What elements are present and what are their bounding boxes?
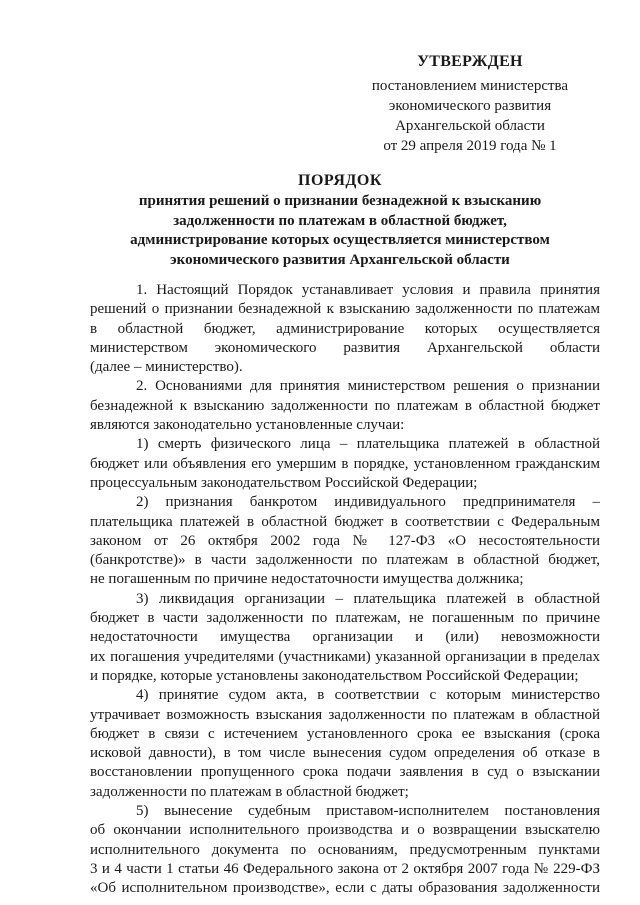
approval-line: экономического развития — [388, 98, 552, 114]
approval-line: Архангельской области — [395, 118, 545, 134]
body-line: решений о признании безнадежной к взысканию задолженности по платежам — [90, 301, 600, 318]
body-line: бюджет в связи с истечением установленного срока ее взыскания (срока — [90, 725, 600, 742]
approval-title: УТВЕРЖДЕН — [417, 53, 523, 70]
body-line: 3 и 4 части 1 статьи 46 Федерального закона от 2 октября 2007 года № 229-ФЗ — [90, 860, 600, 877]
body-line: не погашенным по причине недостаточности имущества должника; — [90, 571, 524, 588]
body-line: исковой давности), в том числе вынесения судом определения об отказе в — [90, 745, 600, 762]
body-line: недостаточности имущества организации и (или) невозможности — [90, 629, 600, 646]
body-line: 2. Основаниями для принятия министерством решения о признании — [136, 378, 600, 395]
body-line: бюджет или объявления его умершим в порядке, установленном гражданским — [90, 455, 600, 472]
document-body — [90, 281, 600, 899]
body-line: безнадежной к взысканию задолженности по платежам в областной бюджет — [90, 397, 600, 414]
body-line: задолженности по платежам в областной бюджет; — [90, 783, 409, 800]
body-line: 3) ликвидация организации – плательщика платежей в областной — [136, 590, 600, 607]
body-line: восстановлении пропущенного срока подачи заявления в суд о взыскании — [90, 764, 600, 781]
body-line: в областной бюджет, администрирование которых осуществляется — [90, 320, 600, 337]
body-line: плательщика платежей в областной бюджет в соответствии с Федеральным — [90, 513, 600, 530]
body-line: процессуальным законодательством Российской Федерации; — [90, 474, 478, 491]
subtitle-line: задолженности по платежам в областной бюджет, — [173, 212, 507, 229]
subtitle-line: экономического развития Архангельской области — [170, 251, 510, 268]
body-line: исполнительного документа по основаниям, предусмотренным пунктами — [90, 841, 600, 858]
body-line: утрачивает возможность взыскания задолженности по платежам в областной — [90, 706, 600, 723]
body-line: бюджет в части задолженности по платежам, не погашенным по причине — [90, 610, 600, 627]
body-line: 2) признания банкротом индивидуального предпринимателя – — [136, 494, 600, 511]
body-line: их погашения учредителями (участниками) указанной организации в пределах — [90, 648, 600, 665]
approval-line: от 29 апреля 2019 года № 1 — [383, 138, 557, 154]
body-line: законом от 26 октября 2002 года № 127-ФЗ «О несостоятельности — [90, 532, 600, 549]
body-line: «Об исполнительном производстве», если с даты образования задолженности — [90, 880, 600, 897]
approval-line: постановлением министерства — [371, 78, 569, 94]
body-line: 4) принятие судом акта, в соответствии с которым министерство — [136, 687, 600, 704]
body-line: и порядке, которые установлены законодательством Российской Федерации; — [90, 667, 579, 684]
body-line: 5) вынесение судебным приставом-исполнителем постановления — [136, 803, 600, 820]
body-line: 1. Настоящий Порядок устанавливает условия и правила принятия — [136, 282, 600, 298]
body-line: министерством экономического развития Архангельской области — [90, 339, 600, 356]
body-line: являются законодательно установленные случаи: — [90, 417, 405, 434]
document-title: ПОРЯДОК — [298, 172, 382, 189]
subtitle-line: принятия решений о признании безнадежной к взысканию — [138, 193, 542, 209]
approval-stamp-block — [360, 52, 580, 156]
subtitle-line: администрирование которых осуществляется министерством — [130, 232, 550, 248]
body-line: (банкротстве)» в части задолженности по платежам в областной бюджет, — [90, 552, 600, 569]
body-line: (далее – министерство). — [90, 359, 243, 376]
document-subtitle — [100, 192, 580, 270]
body-line: об окончании исполнительного производства и о возвращении взыскателю — [90, 822, 600, 839]
body-line: 1) смерть физического лица – плательщика платежей в областной — [136, 436, 600, 453]
